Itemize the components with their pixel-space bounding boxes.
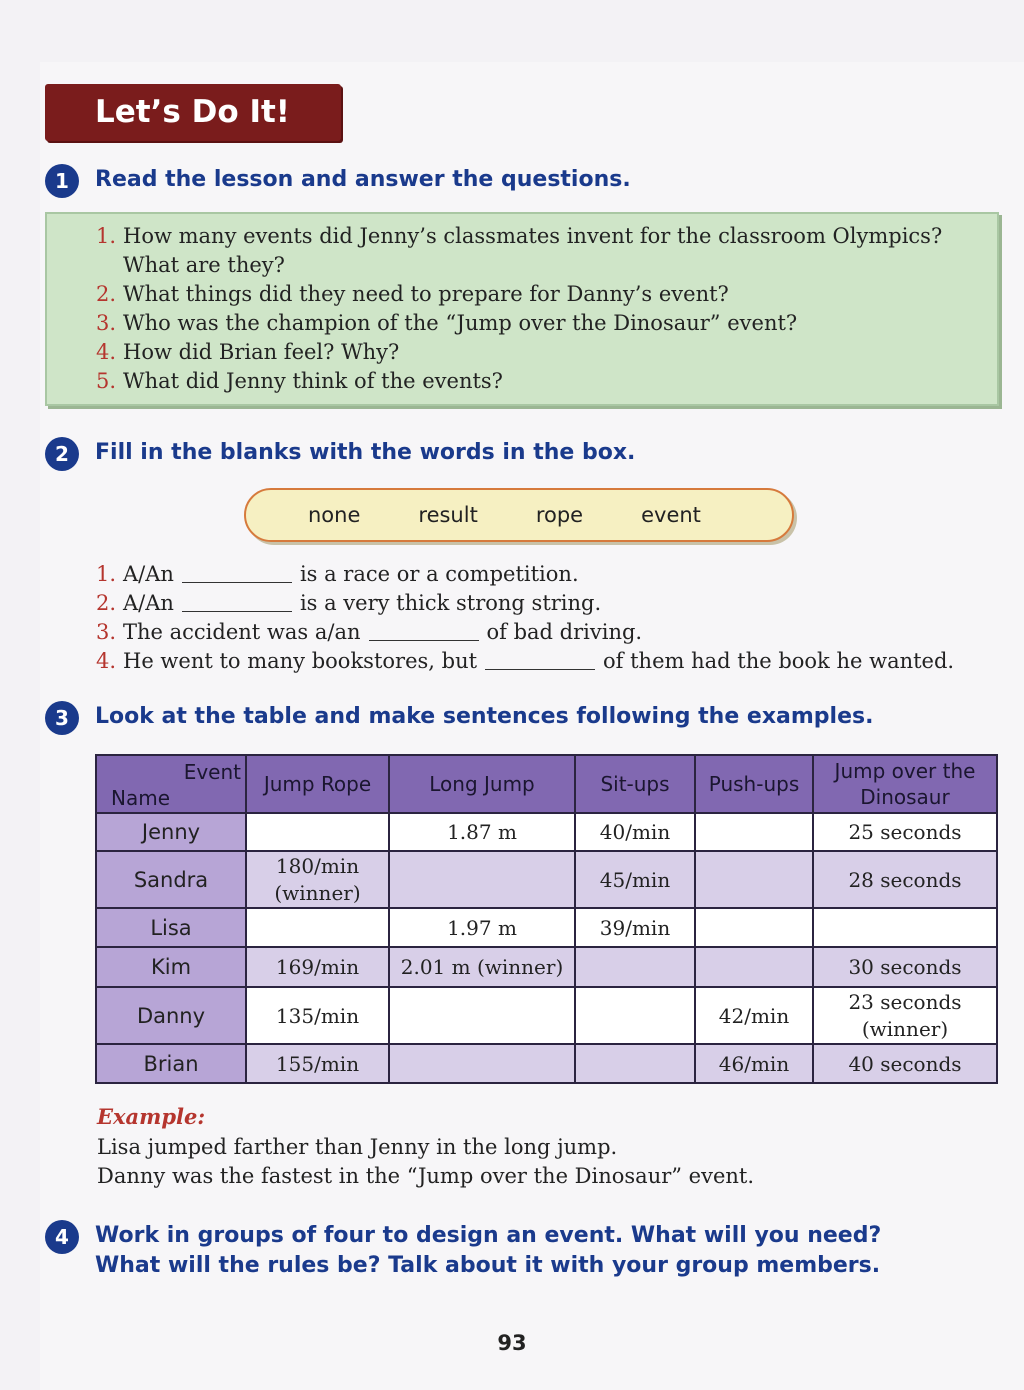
fill-item: 1. A/An is a race or a competition. <box>96 562 579 586</box>
answer-blank[interactable] <box>369 618 479 641</box>
row-name: Brian <box>96 1044 246 1083</box>
question-item: 5. What did Jenny think of the events? <box>96 369 503 393</box>
table-row <box>96 947 997 987</box>
corner-name-label: Name <box>111 786 171 810</box>
section-1-header <box>45 164 631 198</box>
word-result: result <box>418 503 478 527</box>
corner-event-label: Event <box>183 760 241 784</box>
row-name: Danny <box>96 987 246 1044</box>
corner-header <box>96 755 246 813</box>
questions-list <box>96 222 956 396</box>
table-cell <box>575 947 695 987</box>
question-item: 3. Who was the champion of the “Jump over the Dinosaur” event? <box>96 311 798 335</box>
section-2-number: 2 <box>45 437 79 471</box>
question-item: 4. How did Brian feel? Why? <box>96 340 400 364</box>
page-number: 93 <box>497 1331 527 1355</box>
example-sentence: Danny was the fastest in the “Jump over the Dinosaur” event. <box>97 1164 755 1188</box>
column-header: Sit-ups <box>575 755 695 813</box>
example-sentences <box>97 1133 754 1191</box>
events-table <box>95 754 998 1084</box>
word-none: none <box>308 503 361 527</box>
table-cell: 25 seconds <box>813 813 997 851</box>
column-header: Jump over the Dinosaur <box>813 755 997 813</box>
word-event: event <box>641 503 701 527</box>
table-row <box>96 908 997 947</box>
section-3-instruction: Look at the table and make sentences following the examples. <box>95 704 874 729</box>
table-row <box>96 1044 997 1083</box>
row-name: Sandra <box>96 851 246 908</box>
table-cell: 40/min <box>575 813 695 851</box>
section-4-header <box>45 1220 881 1281</box>
fill-item: 4. He went to many bookstores, but of them had the book he wanted. <box>96 649 955 673</box>
table-cell <box>575 987 695 1044</box>
column-header: Long Jump <box>389 755 575 813</box>
answer-blank[interactable] <box>485 647 595 670</box>
section-2-instruction: Fill in the blanks with the words in the box. <box>95 440 636 465</box>
answer-blank[interactable] <box>182 560 292 583</box>
table-cell: 1.97 m <box>389 908 575 947</box>
table-cell <box>389 851 575 908</box>
section-2-header <box>45 437 635 471</box>
example-label: Example: <box>97 1104 206 1129</box>
table-cell <box>695 813 813 851</box>
table-row <box>96 987 997 1044</box>
row-name: Kim <box>96 947 246 987</box>
column-header: Push-ups <box>695 755 813 813</box>
fill-item: 3. The accident was a/an of bad driving. <box>96 620 643 644</box>
word-box <box>244 488 794 542</box>
section-1-number: 1 <box>45 164 79 198</box>
table-cell: 46/min <box>695 1044 813 1083</box>
section-1-instruction: Read the lesson and answer the questions. <box>95 167 631 192</box>
table-cell <box>813 908 997 947</box>
table-cell: 135/min <box>246 987 389 1044</box>
word-rope: rope <box>535 503 584 527</box>
lets-do-it-banner: Let’s Do It! <box>45 84 341 141</box>
example-sentence: Lisa jumped farther than Jenny in the long jump. <box>97 1135 618 1159</box>
column-header: Jump Rope <box>246 755 389 813</box>
table-row <box>96 813 997 851</box>
question-item: 2. What things did they need to prepare for Danny’s event? <box>96 282 729 306</box>
section-4-instruction <box>95 1221 881 1281</box>
table-cell <box>246 813 389 851</box>
table-cell: 169/min <box>246 947 389 987</box>
table-cell <box>389 987 575 1044</box>
fill-in-list <box>96 560 954 676</box>
table-cell <box>575 1044 695 1083</box>
table-cell: 40 seconds <box>813 1044 997 1083</box>
table-cell: 45/min <box>575 851 695 908</box>
question-item: 1. How many events did Jenny’s classmates invent for the classroom Olympics? What are they? <box>96 224 943 277</box>
table-cell: 2.01 m (winner) <box>389 947 575 987</box>
table-cell <box>695 908 813 947</box>
table-cell: 23 seconds (winner) <box>813 987 997 1044</box>
answer-blank[interactable] <box>182 589 292 612</box>
table-row <box>96 851 997 908</box>
table-cell: 39/min <box>575 908 695 947</box>
table-cell: 155/min <box>246 1044 389 1083</box>
table-cell <box>695 947 813 987</box>
table-cell: 28 seconds <box>813 851 997 908</box>
table-cell <box>695 851 813 908</box>
table-cell <box>389 1044 575 1083</box>
fill-item: 2. A/An is a very thick strong string. <box>96 591 602 615</box>
table-cell: 1.87 m <box>389 813 575 851</box>
section-4-line-2: What will the rules be? Talk about it with your group members. <box>95 1253 881 1278</box>
section-4-number: 4 <box>45 1220 79 1254</box>
section-3-header <box>45 701 873 735</box>
table-cell: 180/min (winner) <box>246 851 389 908</box>
section-3-number: 3 <box>45 701 79 735</box>
table-cell: 30 seconds <box>813 947 997 987</box>
table-cell: 42/min <box>695 987 813 1044</box>
table-header-row <box>96 755 997 813</box>
row-name: Jenny <box>96 813 246 851</box>
section-4-line-1: Work in groups of four to design an event. What will you need? <box>95 1223 882 1248</box>
row-name: Lisa <box>96 908 246 947</box>
table-cell <box>246 908 389 947</box>
